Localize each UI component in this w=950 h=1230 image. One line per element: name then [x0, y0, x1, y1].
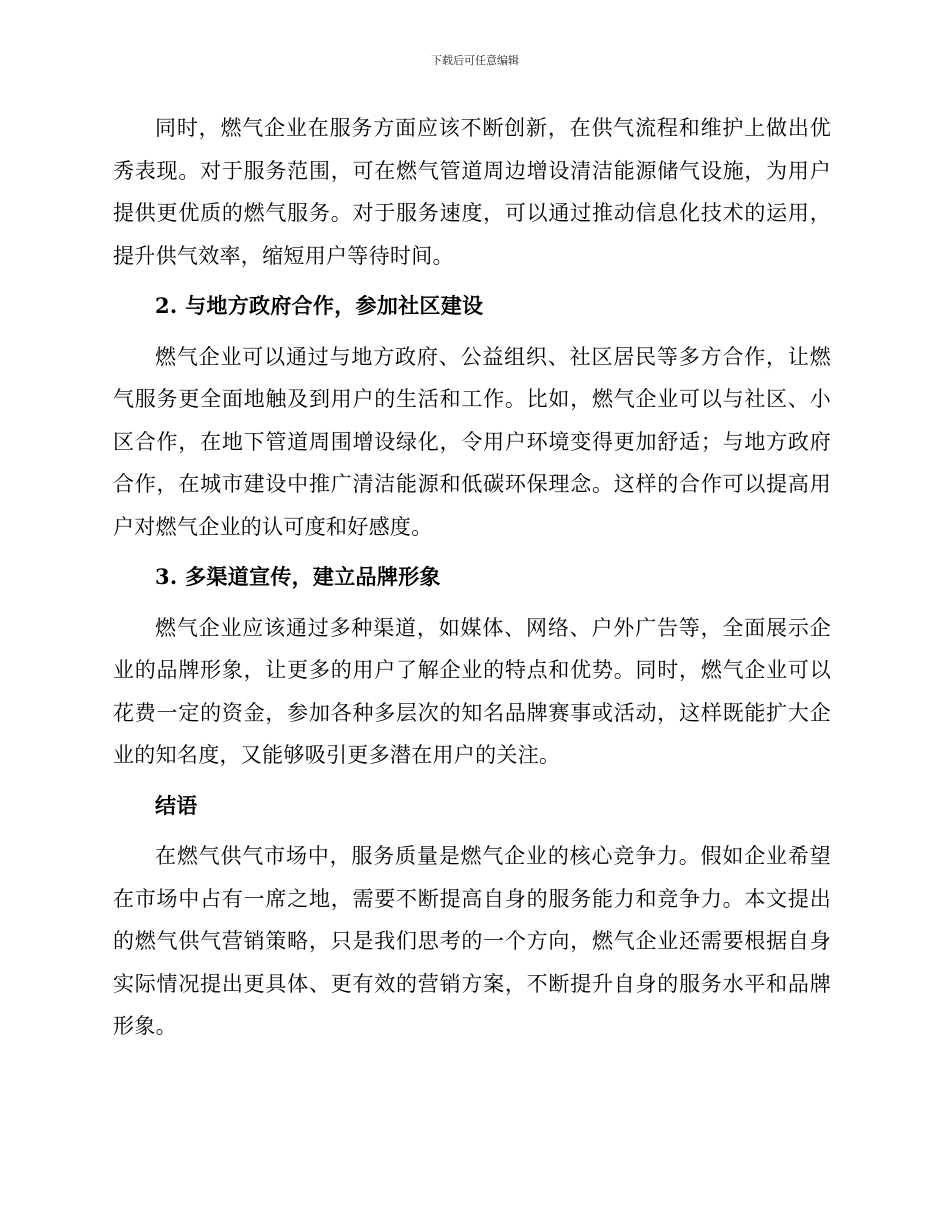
- paragraph-brand-promotion: 燃气企业应该通过多种渠道，如媒体、网络、户外广告等，全面展示企业的品牌形象，让更多的用户了解企业的特点和优势。同时，燃气企业可以花费一定的资金，参加各种多层次的知名品牌赛事或活动，这样既能扩大企业的知名度，又能够吸引更多潜在用户的关注。: [113, 615, 831, 767]
- section-heading-conclusion: 结语: [155, 792, 198, 818]
- section-heading-brand-promotion: 3. 多渠道宣传，建立品牌形象: [155, 564, 441, 589]
- paragraph-service-innovation: 同时，燃气企业在服务方面应该不断创新，在供气流程和维护上做出优秀表现。对于服务范围，可在燃气管道周边增设清洁能源储气设施，为用户提供更优质的燃气服务。对于服务速度，可以通过推动信息化技术的运用，提升供气效率，缩短用户等待时间。: [113, 116, 831, 268]
- page-header: 下载后可任意编辑: [431, 54, 519, 67]
- paragraph-conclusion: 在燃气供气市场中，服务质量是燃气企业的核心竞争力。假如企业希望在市场中占有一席之地，需要不断提高自身的服务能力和竞争力。本文提出的燃气供气营销策略，只是我们思考的一个方向，燃气企业还需要根据自身实际情况提出更具体、更有效的营销方案，不断提升自身的服务水平和品牌形象。: [113, 844, 831, 1038]
- document-body: [113, 107, 831, 1048]
- paragraph-government-cooperation: 燃气企业可以通过与地方政府、公益组织、社区居民等多方合作，让燃气服务更全面地触及到用户的生活和工作。比如，燃气企业可以与社区、小区合作，在地下管道周围增设绿化，令用户环境变得更加舒适；与地方政府合作，在城市建设中推广清洁能源和低碳环保理念。这样的合作可以提高用户对燃气企业的认可度和好感度。: [113, 344, 831, 539]
- section-heading-government-cooperation: 2. 与地方政府合作，参加社区建设: [155, 293, 484, 318]
